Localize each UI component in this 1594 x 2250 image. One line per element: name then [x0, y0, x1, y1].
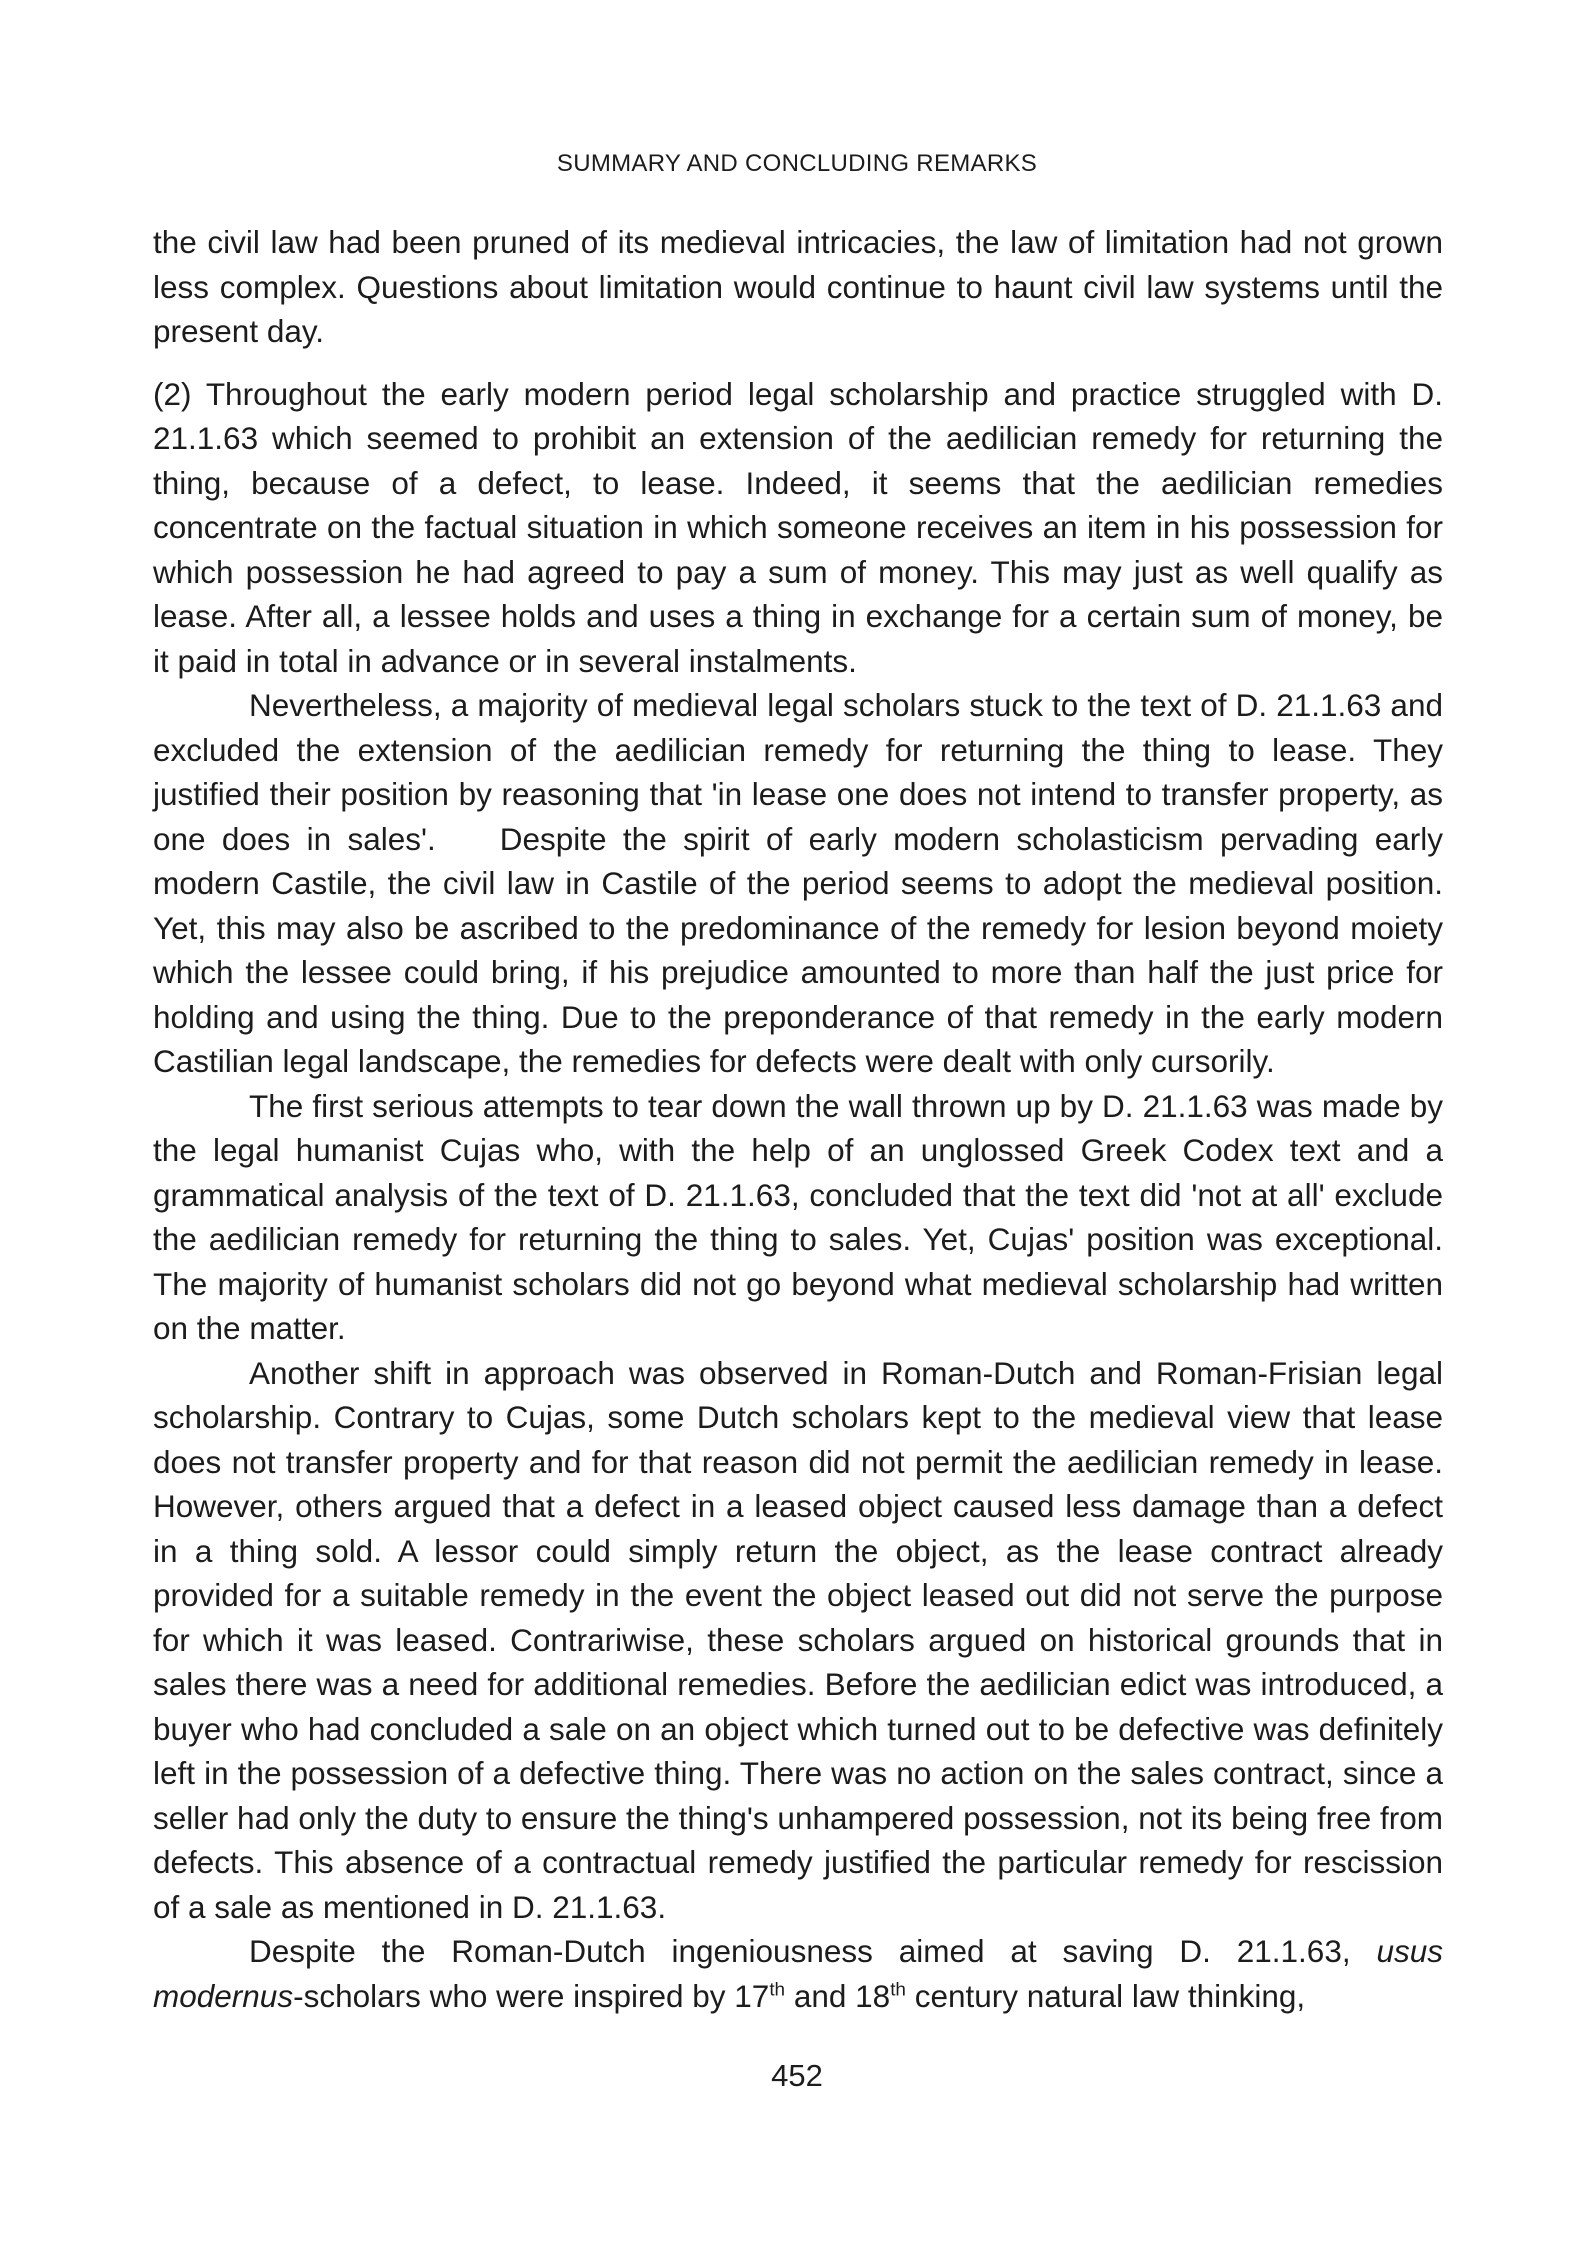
paragraph-point-2: (2) Throughout the early modern period legal scholarship and practice struggled with D. 21.1.63 which seemed to prohibit an extension of the aedilician remedy for returning the thing, because of a defect, to lease. Indeed, it seems that the aedilician remedies concentrate on the factual situation in which someone receives an item in his possession for which possession he had agreed to pay a sum of money. This may just as well qualify as lease. After all, a lessee holds and uses a thing in exchange for a certain sum of money, be it paid in total in advance or in several instalments.: [153, 375, 1443, 679]
body-text: [153, 220, 1443, 2018]
paragraph-text: and 18: [785, 1977, 891, 2014]
paragraph-text: century natural law thinking,: [905, 1977, 1306, 2014]
italic-term: usus modernus: [153, 1933, 1443, 2014]
superscript: th: [769, 1979, 786, 2000]
paragraph-usus-modernus: [153, 1929, 1443, 2018]
paragraph-continuation: the civil law had been pruned of its medieval intricacies, the law of limitation had not grown less complex. Questions about limitation would continue to haunt civil law systems until the present day.: [153, 224, 1443, 349]
superscript: th: [890, 1979, 906, 2000]
paragraph-medieval-scholars: [153, 683, 1443, 1084]
paragraph-cujas: The first serious attempts to tear down the wall thrown up by D. 21.1.63 was made by the legal humanist Cujas who, with the help of an unglossed Greek Codex text and a grammatical analysis of the text of D. 21.1.63, concluded that the text did 'not at all' exclude the aedilician remedy for returning the thing to sales. Yet, Cujas' position was exceptional. The majority of humanist scholars did not go beyond what medieval scholarship had written on the matter.: [153, 1087, 1443, 1346]
paragraph-text: -scholars who were inspired by 17: [293, 1977, 770, 2014]
paragraph-text: Despite the spirit of early modern scholasticism pervading early modern Castile, the civil law in Castile of the period seems to adopt the medieval position. Yet, this may also be ascribed to the predominance of the remedy for lesion beyond moiety which the lessee could bring, if his prejudice amounted to more than half the just price for holding and using the thing. Due to the preponderance of that remedy in the early modern Castilian legal landscape, the remedies for defects were dealt with only cursorily.: [153, 820, 1444, 1079]
paragraph-text: Despite the Roman-Dutch ingeniousness aimed at saving D. 21.1.63,: [249, 1933, 1351, 1969]
paragraph-text: Nevertheless, a majority of medieval legal scholars stuck to the text of D. 21.1.63 and excluded the extension of the aedilician remedy for returning the thing to lease. They justified their position by reasoning that 'in lease one does not intend to transfer property, as one does in sales'.: [153, 687, 1443, 857]
page-number: 452: [771, 2058, 823, 2093]
paragraph-roman-dutch: Another shift in approach was observed in Roman-Dutch and Roman-Frisian legal scholarship. Contrary to Cujas, some Dutch scholars kept to the medieval view that lease does not transfer property and for that reason did not permit the aedilician remedy in lease. However, others argued that a defect in a leased object caused less damage than a defect in a thing sold. A lessor could simply return the object, as the lease contract already provided for a suitable remedy in the event the object leased out did not serve the purpose for which it was leased. Contrariwise, these scholars argued on historical grounds that in sales there was a need for additional remedies. Before the aedilician edict was introduced, a buyer who had concluded a sale on an object which turned out to be defective was definitely left in the possession of a defective thing. There was no action on the sales contract, since a seller had only the duty to ensure the thing's unhampered possession, not its being free from defects. This absence of a contractual remedy justified the particular remedy for rescission of a sale as mentioned in D. 21.1.63.: [153, 1354, 1443, 1925]
running-header: SUMMARY AND CONCLUDING REMARKS: [556, 150, 1038, 177]
